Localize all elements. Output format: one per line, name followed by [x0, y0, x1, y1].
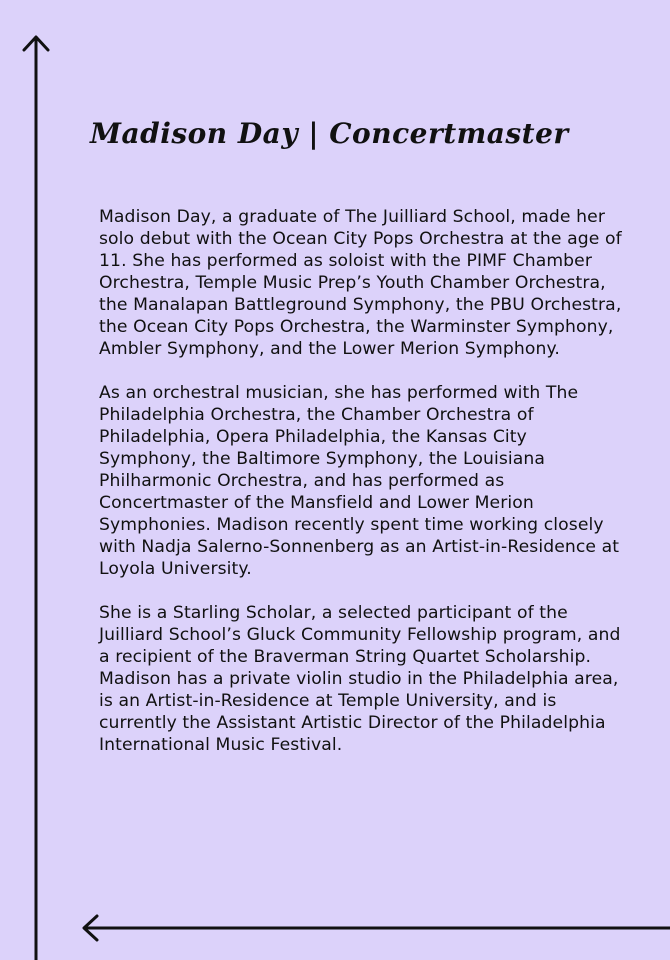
- bio-paragraph-1: Madison Day, a graduate of The Juilliard School, made her solo debut with the Ocean City Pops Orchestra at the age of 11. She has performed as soloist with the PIMF Chamber Orchestra, Temple Music Prep’s Youth Chamber Orchestra, the Manalapan Battleground Symphony, the PBU Orchestra, the Ocean City Pops Orchestra, the Warminster Symphony, Ambler Symphony, and the Lower Merion Symphony.: [99, 207, 622, 359]
- page-title: Madison Day | Concertmaster: [90, 117, 569, 150]
- bio-paragraph-2: As an orchestral musician, she has performed with The Philadelphia Orchestra, the Chamber Orchestra of Philadelphia, Opera Philadelphia, the Kansas City Symphony, the Baltimore Symphony, the Louisiana Philharmonic Orchestra, and has performed as Concertmaster of the Mansfield and Lower Merion Symphonies. Madison recently spent time working closely with Nadja Salerno-Sonnenberg as an Artist-in-Residence at Loyola University.: [99, 383, 620, 579]
- bio-paragraph-3: She is a Starling Scholar, a selected participant of the Juilliard School’s Gluck Community Fellowship program, and a recipient of the Braverman String Quartet Scholarship. Madison has a private violin studio in the Philadelphia area, is an Artist-in-Residence at Temple University, and is currently the Assistant Artistic Director of the Philadelphia International Music Festival.: [99, 603, 621, 755]
- bio-section: [99, 206, 624, 778]
